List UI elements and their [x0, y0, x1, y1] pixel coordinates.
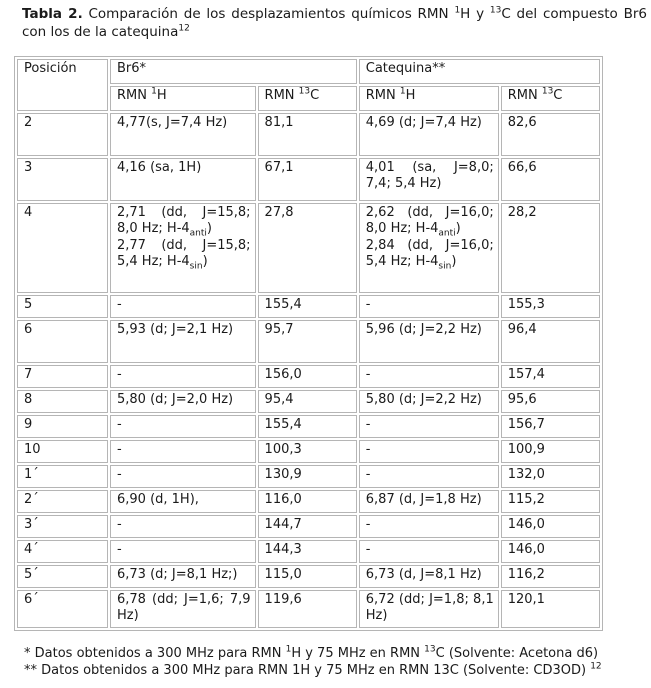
cell-posicion: 2	[17, 113, 108, 156]
cell-cat-c: 96,4	[501, 320, 600, 363]
table-row	[17, 415, 600, 438]
footnotes	[24, 646, 649, 680]
cell-cat-h: -	[359, 540, 499, 563]
caption-text: H y	[460, 6, 490, 22]
table-row	[17, 565, 600, 588]
caption-text: C del compuesto Br6 con los de la catequina	[22, 6, 647, 40]
subheader-cat-c: RMN $^{13}$C	[501, 86, 600, 111]
cell-br6-h: 6,90 (d, 1H),	[110, 490, 256, 513]
cell-br6-c: 144,7	[258, 515, 357, 538]
cell-br6-c: 81,1	[258, 113, 357, 156]
cell-posicion: 10	[17, 440, 108, 463]
table-row	[17, 320, 600, 363]
cell-cat-h: -	[359, 365, 499, 388]
cell-posicion: 3´	[17, 515, 108, 538]
cell-br6-h: -	[110, 540, 256, 563]
header-br6: Br6*	[110, 59, 357, 84]
cell-br6-c: 155,4	[258, 415, 357, 438]
table-caption	[22, 6, 647, 41]
cell-br6-h: 5,93 (d; J=2,1 Hz)	[110, 320, 256, 363]
cell-br6-h: 2,71 (dd, J=15,8; 8,0 Hz; $H-4_{anti}$) 2,77 (dd, J=15,8; 5,4 Hz; $H-4_{sin}$)	[110, 203, 256, 293]
cell-br6-c: 67,1	[258, 158, 357, 201]
table-row	[17, 365, 600, 388]
nmr-comparison-table	[14, 56, 603, 631]
cell-posicion: 5	[17, 295, 108, 318]
table-row	[17, 490, 600, 513]
cell-cat-h: 2,62 (dd, J=16,0; 8,0 Hz; $H-4_{anti}$) 2,84 (dd, J=16,0; 5,4 Hz; $H-4_{sin}$)	[359, 203, 499, 293]
cell-br6-h: 4,77(s, J=7,4 Hz)	[110, 113, 256, 156]
cell-br6-c: 100,3	[258, 440, 357, 463]
cell-br6-c: 119,6	[258, 590, 357, 628]
cell-cat-c: 115,2	[501, 490, 600, 513]
table-row	[17, 390, 600, 413]
cell-posicion: 6	[17, 320, 108, 363]
cell-br6-h: 4,16 (sa, 1H)	[110, 158, 256, 201]
cell-cat-c: 157,4	[501, 365, 600, 388]
cell-br6-c: 116,0	[258, 490, 357, 513]
cell-cat-h: 6,72 (dd; J=1,8; 8,1 Hz)	[359, 590, 499, 628]
cell-br6-c: 95,4	[258, 390, 357, 413]
cell-cat-c: 132,0	[501, 465, 600, 488]
cell-cat-c: 66,6	[501, 158, 600, 201]
cell-cat-h: -	[359, 295, 499, 318]
cell-cat-c: 146,0	[501, 515, 600, 538]
cell-posicion: 7	[17, 365, 108, 388]
cell-cat-c: 95,6	[501, 390, 600, 413]
cell-br6-h: -	[110, 295, 256, 318]
cell-cat-c: 155,3	[501, 295, 600, 318]
cell-br6-c: 27,8	[258, 203, 357, 293]
subheader-cat-h: RMN $^1$H	[359, 86, 499, 111]
cell-posicion: 1´	[17, 465, 108, 488]
cell-br6-c: 130,9	[258, 465, 357, 488]
footnote-catequina: ** Datos obtenidos a 300 MHz para RMN 1H y 75 MHz en RMN 13C (Solvente: CD3OD) $^{12}$	[24, 661, 602, 678]
footnote-br6: * Datos obtenidos a 300 MHz para RMN $^1$H y 75 MHz en RMN $^{13}$C (Solvente: Acetona d6)	[24, 644, 599, 661]
cell-cat-h: -	[359, 465, 499, 488]
cell-cat-h: -	[359, 440, 499, 463]
cell-br6-h: -	[110, 415, 256, 438]
table-row	[17, 203, 600, 293]
table-row	[17, 158, 600, 201]
cell-br6-h: 5,80 (d; J=2,0 Hz)	[110, 390, 256, 413]
cell-br6-c: 156,0	[258, 365, 357, 388]
cell-cat-c: 146,0	[501, 540, 600, 563]
caption-sup: 1	[454, 5, 461, 16]
table-row	[17, 465, 600, 488]
cell-br6-h: -	[110, 365, 256, 388]
cell-cat-h: 4,69 (d; J=7,4 Hz)	[359, 113, 499, 156]
cell-cat-h: -	[359, 415, 499, 438]
cell-cat-c: 156,7	[501, 415, 600, 438]
header-row	[17, 59, 600, 84]
header-catequina: Catequina**	[359, 59, 600, 84]
cell-cat-h: 5,80 (d; J=2,2 Hz)	[359, 390, 499, 413]
table-row	[17, 440, 600, 463]
table-row	[17, 515, 600, 538]
cell-cat-h: 6,73 (d, J=8,1 Hz)	[359, 565, 499, 588]
table-row	[17, 590, 600, 628]
subheader-br6-h: RMN $^1$H	[110, 86, 256, 111]
cell-br6-c: 115,0	[258, 565, 357, 588]
caption-reference: 12	[178, 23, 190, 34]
cell-cat-h: 4,01 (sa, J=8,0; 7,4; 5,4 Hz)	[359, 158, 499, 201]
cell-br6-h: -	[110, 440, 256, 463]
cell-br6-h: 6,78 (dd; J=1,6; 7,9 Hz)	[110, 590, 256, 628]
cell-br6-c: 155,4	[258, 295, 357, 318]
cell-posicion: 8	[17, 390, 108, 413]
cell-br6-h: 6,73 (d; J=8,1 Hz;)	[110, 565, 256, 588]
cell-posicion: 5´	[17, 565, 108, 588]
cell-posicion: 9	[17, 415, 108, 438]
header-posicion: Posición	[17, 59, 108, 111]
cell-posicion: 4´	[17, 540, 108, 563]
cell-cat-c: 28,2	[501, 203, 600, 293]
caption-sup: 13	[489, 5, 502, 16]
cell-cat-h: 5,96 (d; J=2,2 Hz)	[359, 320, 499, 363]
table-row	[17, 295, 600, 318]
cell-cat-c: 100,9	[501, 440, 600, 463]
cell-br6-c: 95,7	[258, 320, 357, 363]
cell-br6-c: 144,3	[258, 540, 357, 563]
cell-cat-c: 82,6	[501, 113, 600, 156]
table-row	[17, 540, 600, 563]
cell-cat-h: 6,87 (d, J=1,8 Hz)	[359, 490, 499, 513]
cell-cat-c: 116,2	[501, 565, 600, 588]
caption-text: Comparación de los desplazamientos químicos RMN	[82, 6, 455, 22]
cell-posicion: 2´	[17, 490, 108, 513]
cell-posicion: 6´	[17, 590, 108, 628]
table-row	[17, 113, 600, 156]
cell-br6-h: -	[110, 465, 256, 488]
cell-posicion: 4	[17, 203, 108, 293]
cell-posicion: 3	[17, 158, 108, 201]
cell-cat-c: 120,1	[501, 590, 600, 628]
cell-br6-h: -	[110, 515, 256, 538]
subheader-br6-c: RMN $^{13}$C	[258, 86, 357, 111]
caption-label: Tabla 2.	[22, 6, 83, 22]
cell-cat-h: -	[359, 515, 499, 538]
